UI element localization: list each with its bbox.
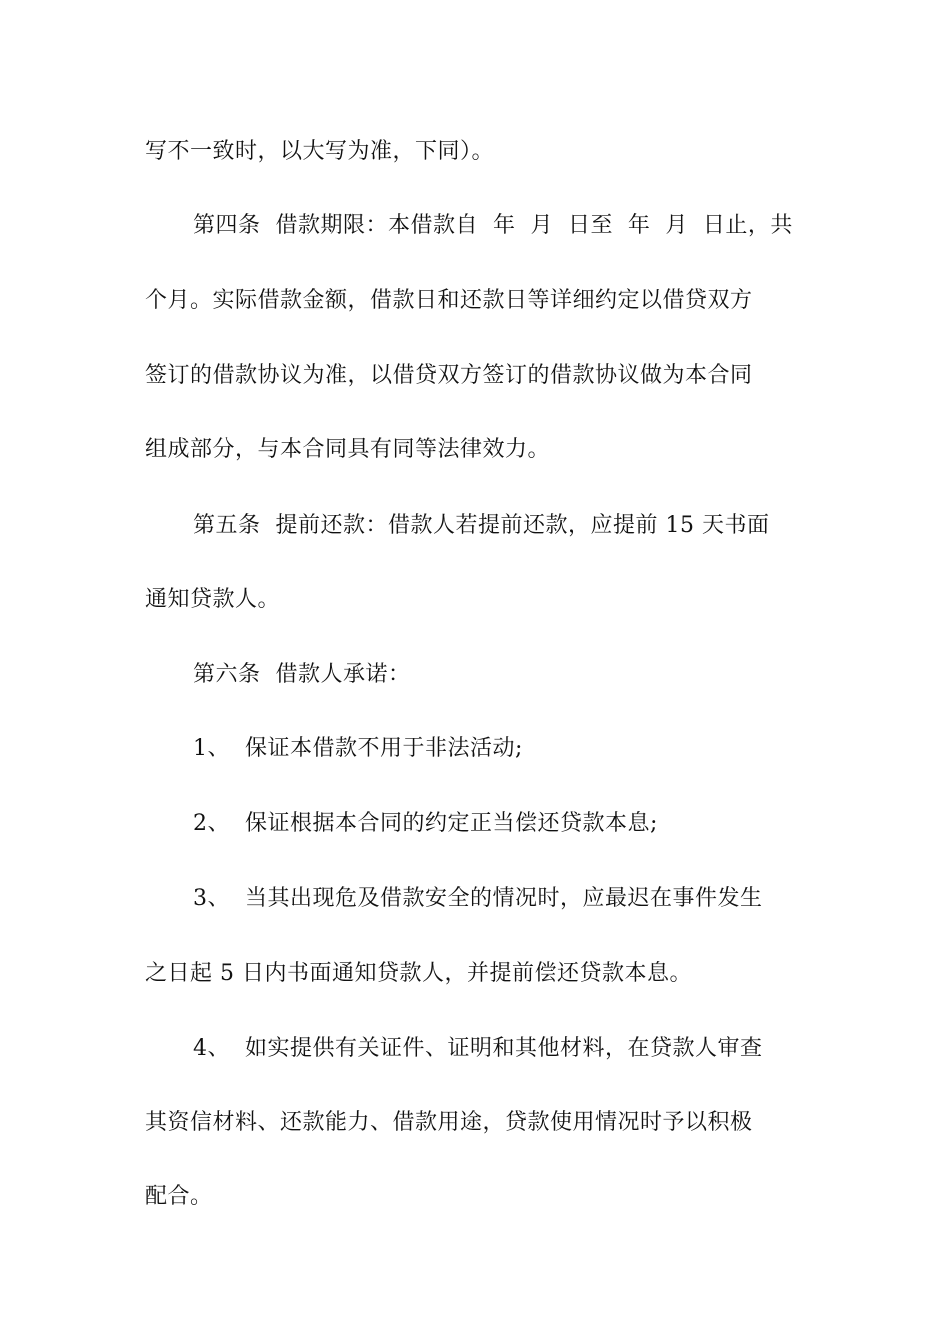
text-line: 写不一致时，以大写为准，下同）。 [145, 139, 495, 164]
text-line: 之日起 5 日内书面通知贷款人，并提前偿还贷款本息。 [145, 961, 692, 986]
text-line: 签订的借款协议为准，以借贷双方签订的借款协议做为本合同 [145, 363, 753, 388]
text-line: 个月。实际借款金额，借款日和还款日等详细约定以借贷双方 [145, 288, 753, 313]
text-line: 其资信材料、还款能力、借款用途，贷款使用情况时予以积极 [145, 1110, 753, 1135]
list-item-4: 4、 如实提供有关证件、证明和其他材料，在贷款人审查 [193, 1036, 763, 1061]
article-4-heading: 第四条 借款期限：本借款自 年 月 日至 年 月 日止，共 [193, 213, 793, 238]
article-6-heading: 第六条 借款人承诺： [193, 662, 411, 687]
text-line: 组成部分，与本合同具有同等法律效力。 [145, 437, 551, 462]
list-item-2: 2、 保证根据本合同的约定正当偿还贷款本息; [193, 811, 658, 836]
list-item-1: 1、 保证本借款不用于非法活动; [193, 736, 523, 761]
list-item-3: 3、 当其出现危及借款安全的情况时，应最迟在事件发生 [193, 886, 763, 911]
article-5-heading: 第五条 提前还款：借款人若提前还款，应提前 15 天书面 [193, 513, 770, 538]
text-line: 通知贷款人。 [145, 587, 281, 612]
text-line: 配合。 [145, 1184, 213, 1209]
